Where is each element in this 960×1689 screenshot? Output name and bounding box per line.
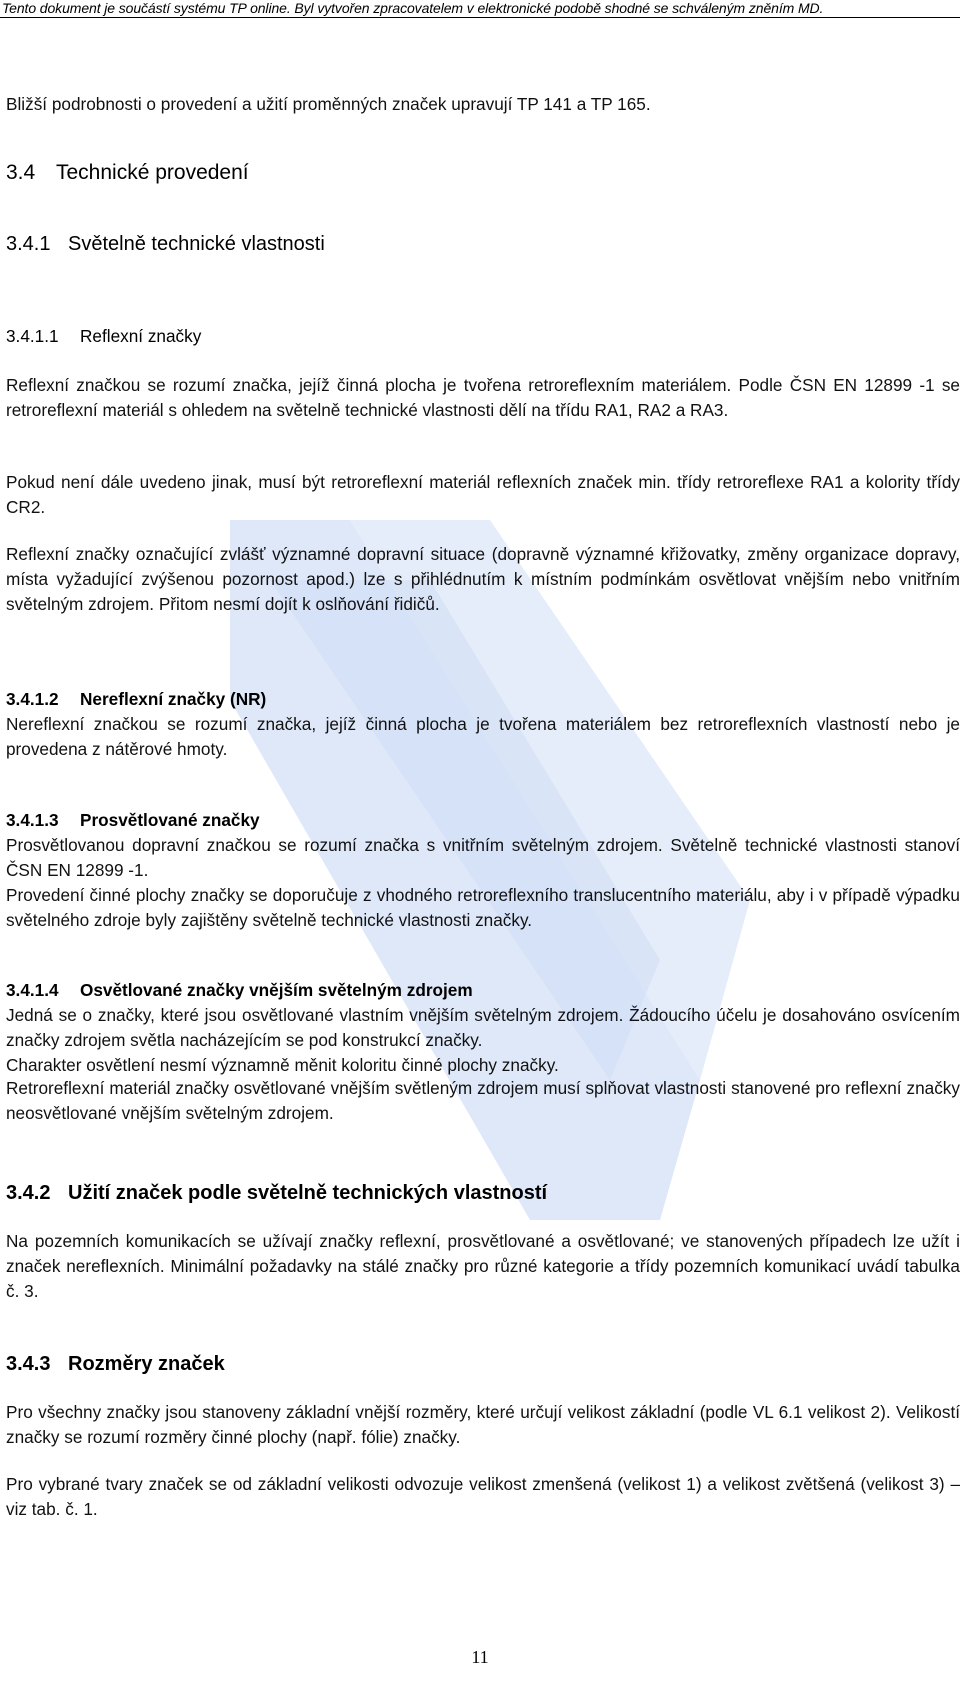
paragraph-rozmery-odvozene: Pro vybrané tvary značek se od základní velikosti odvozuje velikost zmenšená (velikost 1) a velikost zvětšená (velikost 3) – viz tab. č. 1. bbox=[6, 1474, 960, 1519]
section-number: 3.4.1.3 bbox=[6, 810, 59, 830]
paragraph-reflexni-definice: Reflexní značkou se rozumí značka, jejíž činná plocha je tvořena retroreflexním materiálem. Podle ČSN EN 12899 -1 se retroreflexní materiál s ohledem na světelně technické vlastnosti dělí na třídu RA1, RA2 a RA3. bbox=[6, 375, 960, 420]
section-title: Reflexní značky bbox=[80, 326, 202, 346]
section-title: Technické provedení bbox=[56, 161, 249, 184]
section-title: Prosvětlované značky bbox=[80, 810, 260, 830]
section-title: Osvětlované značky vnějším světelným zdrojem bbox=[80, 980, 473, 1000]
section-title: Rozměry značek bbox=[68, 1353, 225, 1375]
section-heading-3-4 bbox=[6, 160, 249, 186]
section-number: 3.4.1.1 bbox=[6, 326, 59, 346]
section-heading-3-4-1-1 bbox=[6, 324, 201, 349]
intro-paragraph: Bližší podrobnosti o provedení a užití proměnných značek upravují TP 141 a TP 165. bbox=[6, 94, 651, 114]
section-number: 3.4.1.4 bbox=[6, 980, 59, 1000]
section-heading-3-4-3 bbox=[6, 1351, 225, 1377]
paragraph-osvetlovane-charakter: Charakter osvětlení nesmí významně měnit koloritu činné plochy značky. bbox=[6, 1055, 559, 1075]
section-heading-3-4-1-2 bbox=[6, 687, 266, 712]
paragraph-reflexni-osvetleni: Reflexní značky označující zvlášť významné dopravní situace (dopravně významné křižovatky, změny organizace dopravy, místa vyžadující zvýšenou pozornost apod.) lze s přihlédnutím k místním podmínkám osvětlovat vnějším nebo vnitřním světelným zdrojem. Přitom nesmí dojít k oslňování řidičů. bbox=[6, 544, 960, 614]
section-number: 3.4.3 bbox=[6, 1353, 51, 1375]
paragraph-prosvetlovane-definice: Prosvětlovanou dopravní značkou se rozumí značka s vnitřním světelným zdrojem. Světelně technické vlastnosti stanoví ČSN EN 12899 -1. bbox=[6, 835, 960, 880]
paragraph-rozmery-zakladni: Pro všechny značky jsou stanoveny základní vnější rozměry, které určují velikost základní (podle VL 6.1 velikost 2). Velikostí značky se rozumí rozměry činné plochy (např. fólie) značky. bbox=[6, 1402, 960, 1447]
paragraph-uziti-znacek: Na pozemních komunikacích se užívají značky reflexní, prosvětlované a osvětlované; ve stanovených případech lze užít i značek nereflexních. Minimální požadavky na stálé značky pro různé kategorie a třídy pozemních komunikací uvádí tabulka č. 3. bbox=[6, 1231, 960, 1301]
section-heading-3-4-1-4 bbox=[6, 978, 473, 1003]
section-heading-3-4-1 bbox=[6, 231, 325, 257]
section-number: 3.4 bbox=[6, 161, 36, 184]
section-title: Nereflexní značky (NR) bbox=[80, 689, 267, 709]
document-disclaimer: Tento dokument je součástí systému TP online. Byl vytvořen zpracovatelem v elektronické podobě shodné se schváleným zněním MD. bbox=[2, 0, 824, 16]
paragraph-osvetlovane-material: Retroreflexní materiál značky osvětlované vnějším světleným zdrojem musí splňovat vlastnosti stanovené pro reflexní značky neosvětlované vnějším světelným zdrojem. bbox=[6, 1078, 960, 1123]
section-title: Užití značek podle světelně technických vlastností bbox=[68, 1182, 548, 1204]
section-title: Světelně technické vlastnosti bbox=[68, 233, 325, 255]
section-number: 3.4.1.2 bbox=[6, 689, 59, 709]
section-number: 3.4.1 bbox=[6, 233, 51, 255]
header-divider bbox=[0, 17, 960, 18]
page-number: 11 bbox=[471, 1647, 489, 1667]
paragraph-nereflexni: Nereflexní značkou se rozumí značka, jejíž činná plocha je tvořena materiálem bez retroreflexních vlastností nebo je provedena z nátěrové hmoty. bbox=[6, 714, 960, 759]
paragraph-osvetlovane-definice: Jedná se o značky, které jsou osvětlované vlastním vnějším světelným zdrojem. Žádoucího účelu je dosahováno osvícením značky zdrojem světla nacházejícím se pod konstrukcí značky. bbox=[6, 1005, 960, 1050]
section-heading-3-4-2 bbox=[6, 1180, 547, 1206]
section-number: 3.4.2 bbox=[6, 1182, 51, 1204]
paragraph-prosvetlovane-provedeni: Provedení činné plochy značky se doporučuje z vhodného retroreflexního translucentního materiálu, aby i v případě výpadku světelného zdroje byly zajištěny světelně technické vlastnosti značky. bbox=[6, 885, 960, 930]
paragraph-reflexni-tridy: Pokud není dále uvedeno jinak, musí být retroreflexní materiál reflexních značek min. třídy retroreflexe RA1 a kolority třídy CR2. bbox=[6, 472, 960, 517]
section-heading-3-4-1-3 bbox=[6, 808, 260, 833]
